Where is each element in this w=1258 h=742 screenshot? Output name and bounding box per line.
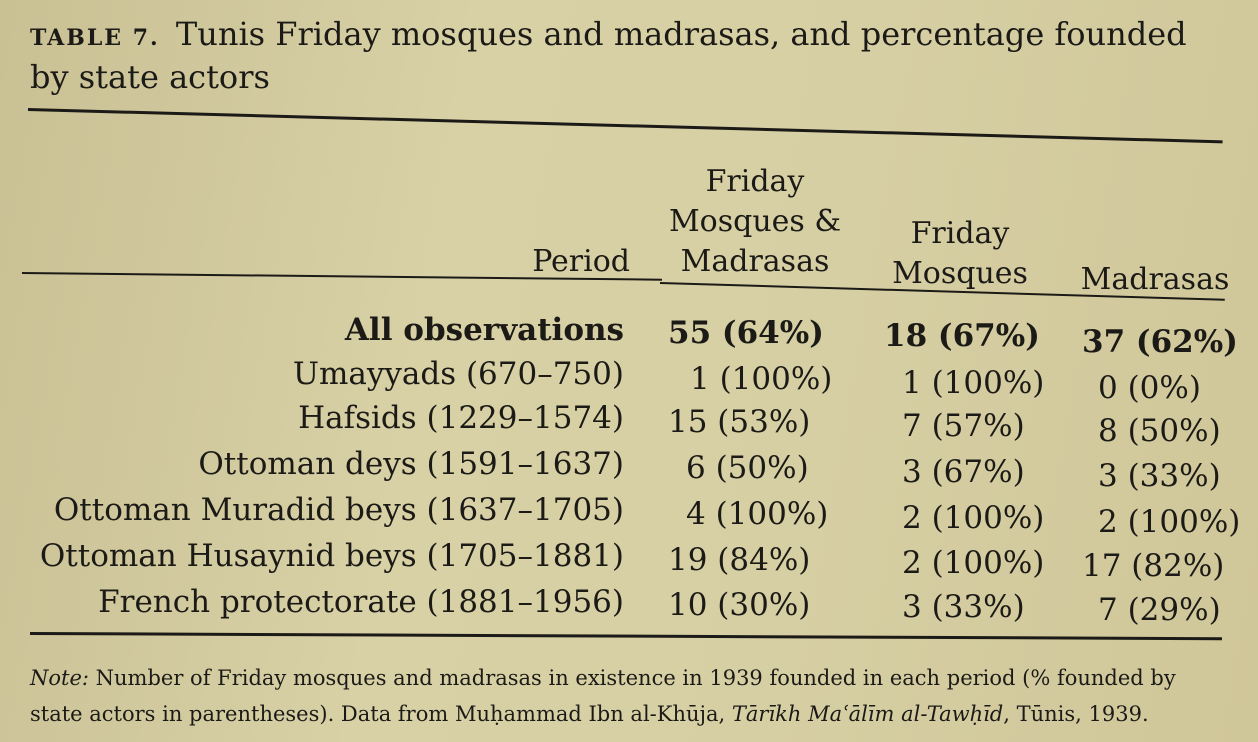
header-mosques-line-2: Mosques bbox=[892, 256, 1028, 291]
cell-combined: 6 (50%) bbox=[686, 450, 809, 486]
note-line-2 bbox=[30, 696, 1240, 732]
cell-madrasas: 2 (100%) bbox=[1098, 504, 1241, 540]
top-rule bbox=[28, 108, 1223, 143]
table-row-ottoman-muradid-beys bbox=[0, 488, 1258, 540]
caption-line-1 bbox=[30, 14, 1220, 58]
table-row-all-observations bbox=[0, 308, 1258, 360]
header-mosques-line-1: Friday bbox=[910, 216, 1010, 251]
cell-mosques: 18 (67%) bbox=[884, 318, 1040, 354]
table-title-part-2: by state actors bbox=[30, 58, 270, 96]
cell-combined: 19 (84%) bbox=[668, 542, 811, 578]
cell-mosques: 7 (57%) bbox=[902, 408, 1025, 444]
cell-combined: 1 (100%) bbox=[690, 361, 833, 397]
note-label: Note: bbox=[30, 666, 89, 690]
table-title-part-1: Tunis Friday mosques and madrasas, and percentage founded bbox=[175, 15, 1187, 53]
cell-mosques: 3 (67%) bbox=[902, 454, 1025, 490]
cell-madrasas: 17 (82%) bbox=[1082, 548, 1225, 584]
cell-period: Hafsids (1229–1574) bbox=[298, 400, 624, 436]
cell-madrasas: 8 (50%) bbox=[1098, 413, 1221, 449]
note-text-1: Number of Friday mosques and madrasas in existence in 1939 founded in each period (% founded by bbox=[95, 666, 1176, 690]
table-label: TABLE 7. bbox=[30, 25, 160, 51]
note-text-2b: , Tūnis, 1939. bbox=[1003, 702, 1149, 726]
note-text-2a: state actors in parentheses). Data from Muḥammad Ibn al-Khūja, bbox=[30, 702, 732, 726]
table-note bbox=[30, 660, 1240, 732]
bottom-rule bbox=[30, 632, 1222, 640]
header-friday-mosques-and-madrasas bbox=[660, 162, 850, 282]
cell-combined: 55 (64%) bbox=[668, 315, 824, 351]
cell-period: French protectorate (1881–1956) bbox=[98, 584, 624, 620]
header-madrasas: Madrasas bbox=[1080, 262, 1230, 297]
cell-madrasas: 7 (29%) bbox=[1098, 592, 1221, 628]
cell-mosques: 2 (100%) bbox=[902, 500, 1045, 536]
header-friday-mosques bbox=[880, 214, 1040, 294]
cell-combined: 15 (53%) bbox=[668, 404, 811, 440]
cell-madrasas: 37 (62%) bbox=[1082, 324, 1238, 360]
table-row-hafsids bbox=[0, 396, 1258, 449]
table-caption bbox=[30, 14, 1220, 96]
cell-period: Ottoman Husaynid beys (1705–1881) bbox=[39, 538, 624, 574]
cell-mosques: 3 (33%) bbox=[902, 589, 1025, 625]
cell-period: All observations bbox=[344, 312, 624, 348]
cell-combined: 10 (30%) bbox=[668, 587, 811, 623]
header-combined-line-3: Madrasas bbox=[680, 244, 830, 279]
cell-mosques: 2 (100%) bbox=[902, 545, 1045, 581]
table-row-umayyads bbox=[0, 352, 1258, 406]
table-row-ottoman-deys bbox=[0, 442, 1258, 494]
cell-combined: 4 (100%) bbox=[686, 496, 829, 532]
cell-madrasas: 0 (0%) bbox=[1098, 370, 1201, 406]
note-line-1 bbox=[30, 660, 1240, 696]
note-source-title: Tārīkh Maʿālīm al-Tawḥīd bbox=[731, 702, 1004, 726]
cell-mosques: 1 (100%) bbox=[902, 365, 1045, 401]
cell-madrasas: 3 (33%) bbox=[1098, 458, 1221, 494]
header-combined-line-2: Mosques & bbox=[668, 204, 842, 239]
header-combined-line-1: Friday bbox=[705, 164, 805, 199]
table-row-ottoman-husaynid-beys bbox=[0, 534, 1258, 584]
cell-period: Ottoman Muradid beys (1637–1705) bbox=[53, 492, 624, 528]
cell-period: Umayyads (670–750) bbox=[292, 356, 624, 392]
header-period: Period bbox=[532, 244, 630, 279]
table-row-french-protectorate bbox=[0, 580, 1258, 628]
cell-period: Ottoman deys (1591–1637) bbox=[198, 446, 624, 482]
